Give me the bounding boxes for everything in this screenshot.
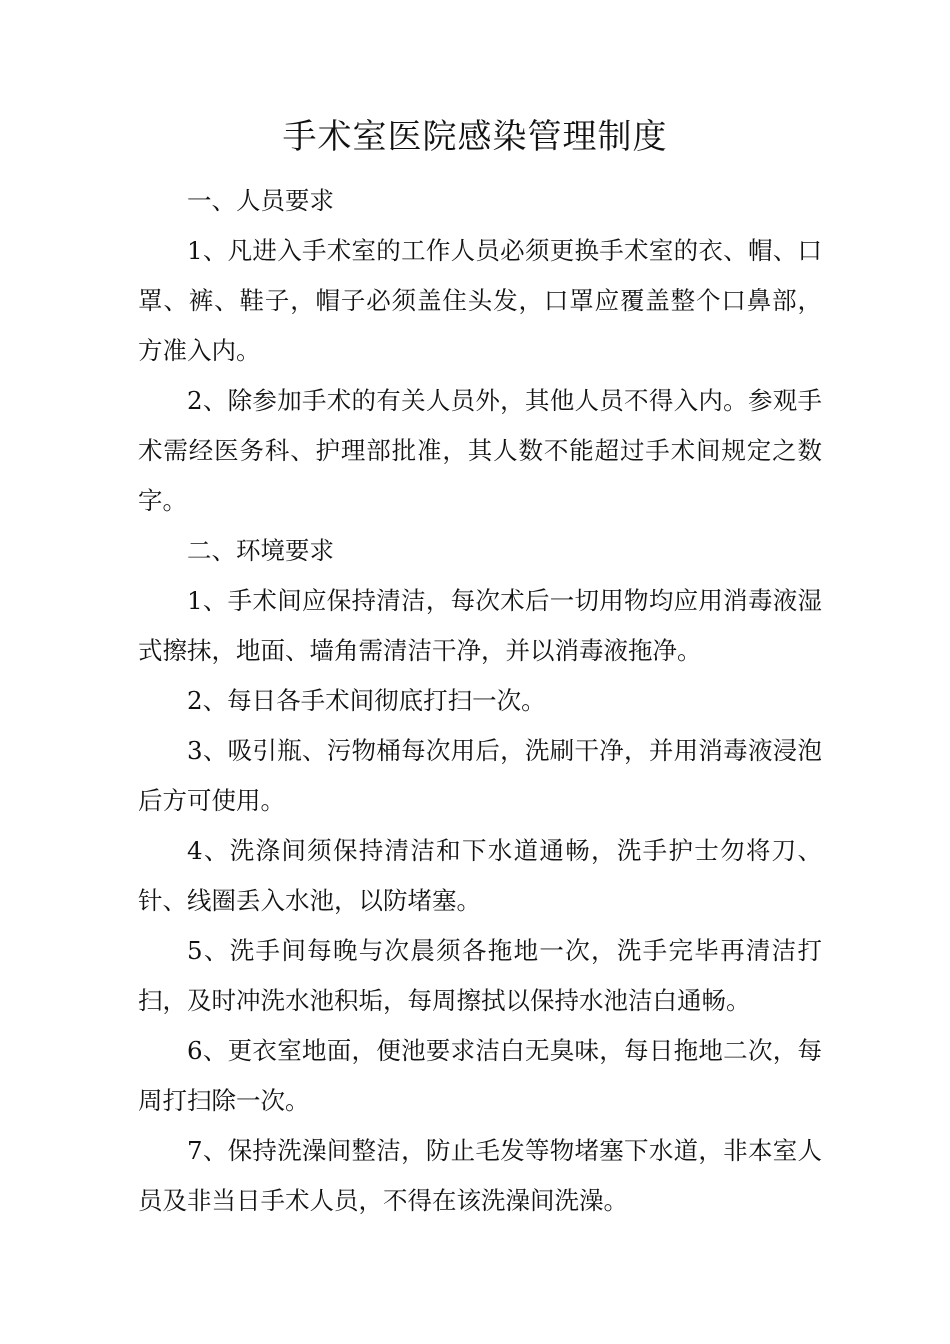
paragraph: 7、保持洗澡间整洁，防止毛发等物堵塞下水道，非本室人员及非当日手术人员，不得在该洗澡间洗澡。	[138, 1136, 822, 1215]
document-title: 手术室医院感染管理制度	[282, 117, 668, 157]
paragraph: 5、洗手间每晚与次晨须各拖地一次，洗手完毕再清洁打扫，及时冲洗水池积垢，每周擦拭以保持水池洁白通畅。	[138, 936, 822, 1015]
paragraph: 2、除参加手术的有关人员外，其他人员不得入内。参观手术需经医务科、护理部批准，其人数不能超过手术间规定之数字。	[138, 386, 822, 515]
section-heading-environment: 二、环境要求	[187, 536, 334, 565]
paragraph: 3、吸引瓶、污物桶每次用后，洗刷干净，并用消毒液浸泡后方可使用。	[138, 736, 822, 815]
paragraph: 6、更衣室地面，便池要求洁白无臭味，每日拖地二次，每周打扫除一次。	[138, 1036, 822, 1115]
paragraph: 2、每日各手术间彻底打扫一次。	[187, 686, 546, 715]
paragraph: 1、手术间应保持清洁，每次术后一切用物均应用消毒液湿式擦抹，地面、墙角需清洁干净，并以消毒液拖净。	[138, 586, 822, 665]
document-body	[138, 176, 822, 1226]
paragraph: 1、凡进入手术室的工作人员必须更换手术室的衣、帽、口罩、裤、鞋子，帽子必须盖住头发，口罩应覆盖整个口鼻部，方准入内。	[138, 236, 822, 365]
section-heading-personnel: 一、人员要求	[187, 186, 334, 215]
paragraph: 4、洗涤间须保持清洁和下水道通畅，洗手护士勿将刀、针、线圈丢入水池，以防堵塞。	[138, 836, 822, 915]
